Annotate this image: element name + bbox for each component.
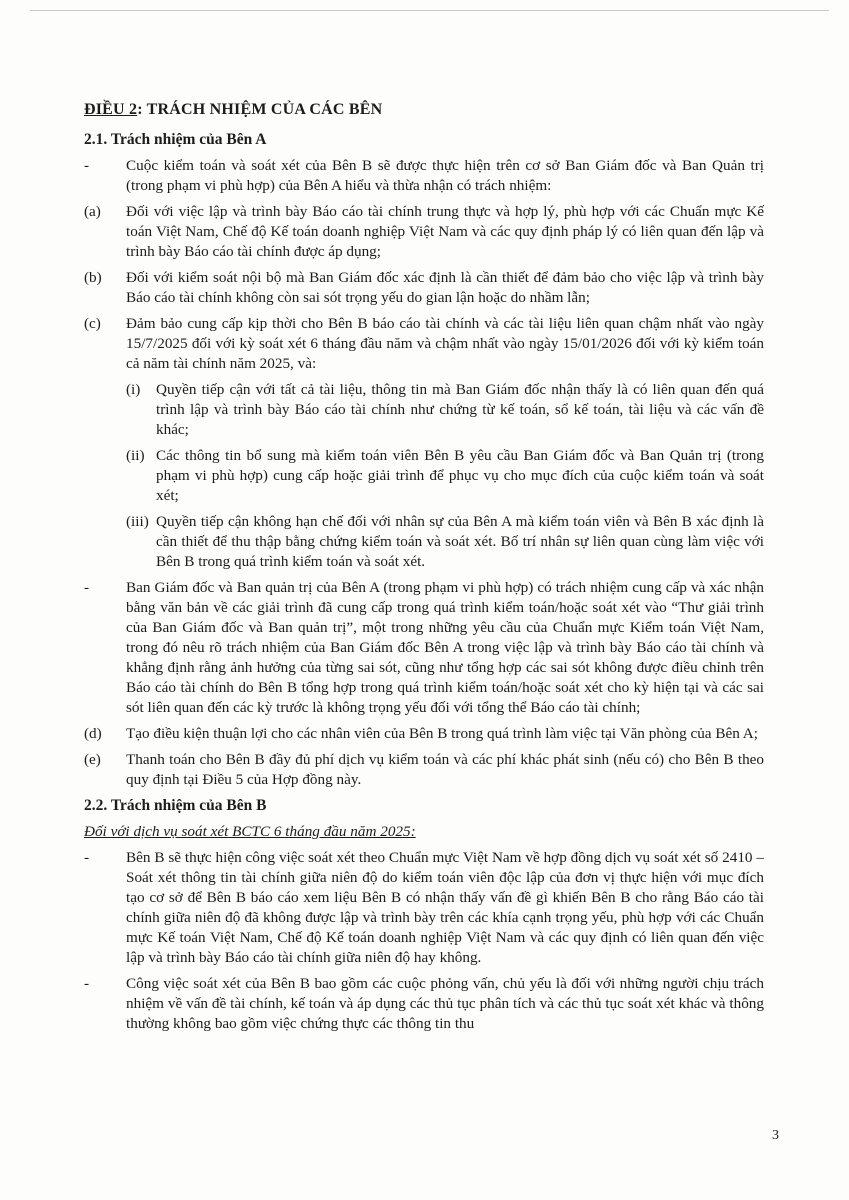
item-d [84,724,764,744]
subitem-ii [126,446,764,506]
item-b [84,268,764,308]
paragraph-intro [84,156,764,196]
item-text: Đối với việc lập và trình bày Báo cáo tài chính trung thực và hợp lý, phù hợp với các Chuẩn mực Kế toán Việt Nam, Chế độ Kế toán doanh nghiệp Việt Nam và các quy định pháp lý có liên quan đến lập và trình bày Báo cáo tài chính được áp dụng; [126,203,764,260]
subitem-text: Quyền tiếp cận với tất cả tài liệu, thông tin mà Ban Giám đốc nhận thấy là có liên quan đến quá trình lập và trình bày Báo cáo tài chính như chứng từ kế toán, sổ kế toán, tài liệu và các vấn đề khác; [156,381,764,438]
subitem-text: Các thông tin bổ sung mà kiểm toán viên Bên B yêu cầu Ban Giám đốc và Ban Quản trị (trong phạm vi phù hợp) cung cấp hoặc giải trình để phục vụ cho mục đích của cuộc kiểm toán và soát xét; [156,447,764,504]
dash-marker: - [84,579,90,596]
item-a [84,202,764,262]
paragraph-text: Bên B sẽ thực hiện công việc soát xét theo Chuẩn mực Việt Nam về hợp đồng dịch vụ soát xét số 2410 – Soát xét thông tin tài chính giữa niên độ do kiểm toán viên độc lập của đơn vị thực hiện với mục đích tạo cơ sở để Bên B báo cáo xem liệu Bên B có nhận thấy vấn đề gì khiến Bên B cho rằng Báo cáo tài chính giữa niên độ đã không được lập và trình bày trên các khía cạnh trọng yếu, phù hợp với các Chuẩn mực Kế toán Việt Nam, Chế độ Kế toán doanh nghiệp Việt Nam và các quy định có liên quan đến việc lập và trình bày Báo cáo tài chính giữa niên độ hay không. [126,849,764,966]
item-marker: (b) [84,269,102,286]
paragraph-review-work [84,974,764,1034]
dash-marker: - [84,157,90,174]
item-text: Tạo điều kiện thuận lợi cho các nhân viên của Bên B trong quá trình làm việc tại Văn phòng của Bên A; [126,725,758,742]
paragraph-review-standard [84,848,764,968]
item-text: Đối với kiểm soát nội bộ mà Ban Giám đốc xác định là cần thiết để đảm bảo cho việc lập và trình bày Báo cáo tài chính không còn sai sót trọng yếu do gian lận hoặc do nhầm lẫn; [126,269,764,306]
paragraph-text: Ban Giám đốc và Ban quản trị của Bên A (trong phạm vi phù hợp) có trách nhiệm cung cấp và xác nhận bằng văn bản về các giải trình đã cung cấp trong quá trình kiểm toán/hoặc soát xét vào “Thư giải trình của Ban Giám đốc và Ban quản trị”, một trong những yêu cầu của Chuẩn mực Kiểm toán Việt Nam, trong đó nêu rõ trách nhiệm của Ban Giám đốc Bên A trong việc lập và trình bày Báo cáo tài chính và khẳng định rằng ảnh hưởng của từng sai sót, cũng như tổng hợp các sai sót không được điều chỉnh trên Báo cáo tài chính do Bên B tổng hợp trong quá trình kiểm toán/hoặc soát xét cho kỳ hiện tại và các sai sót liên quan đến các kỳ trước là không trọng yếu đối với tổng thể Báo cáo tài chính; [126,579,764,716]
article-heading [84,100,764,120]
subitem-marker: (ii) [126,447,145,464]
scan-border [30,10,829,11]
paragraph-representation-letter [84,578,764,718]
paragraph-text: Công việc soát xét của Bên B bao gồm các cuộc phỏng vấn, chủ yếu là đối với những người chịu trách nhiệm về vấn đề tài chính, kế toán và áp dụng các thủ tục phân tích và các thủ tục soát xét khác và thông thường không bao gồm việc chứng thực các thông tin thu [126,975,764,1032]
dash-marker: - [84,975,90,992]
subitem-marker: (iii) [126,513,149,530]
paragraph-text: Cuộc kiểm toán và soát xét của Bên B sẽ được thực hiện trên cơ sở Ban Giám đốc và Ban Quản trị (trong phạm vi phù hợp) của Bên A hiểu và thừa nhận có trách nhiệm: [126,157,764,194]
item-text: Thanh toán cho Bên B đầy đủ phí dịch vụ kiểm toán và các phí khác phát sinh (nếu có) cho Bên B theo quy định tại Điều 5 của Hợp đồng này. [126,751,764,788]
item-marker: (c) [84,315,101,332]
section-2-1-title: 2.1. Trách nhiệm của Bên A [84,131,267,148]
item-e [84,750,764,790]
article-heading-number: ĐIỀU 2 [84,101,138,118]
article-heading-text: : TRÁCH NHIỆM CỦA CÁC BÊN [137,101,383,118]
page-number: 3 [772,1128,779,1143]
subitem-marker: (i) [126,381,141,398]
section-2-2-title: 2.2. Trách nhiệm của Bên B [84,797,267,814]
item-marker: (e) [84,751,101,768]
item-marker: (a) [84,203,101,220]
dash-marker: - [84,849,90,866]
subitem-i [126,380,764,440]
subitem-text: Quyền tiếp cận không hạn chế đối với nhân sự của Bên A mà kiểm toán viên và Bên B xác định là cần thiết để thu thập bằng chứng kiểm toán và soát xét. Bố trí nhân sự liên quan cùng làm việc với Bên B trong quá trình kiểm toán và soát xét. [156,513,764,570]
item-text: Đảm bảo cung cấp kịp thời cho Bên B báo cáo tài chính và các tài liệu liên quan chậm nhất vào ngày 15/7/2025 đối với kỳ soát xét 6 tháng đầu năm và chậm nhất vào ngày 15/01/2026 đối với kỳ kiểm toán cả năm tài chính năm 2025, và: [126,315,764,372]
subitem-iii [126,512,764,572]
item-marker: (d) [84,725,102,742]
review-service-subheading: Đối với dịch vụ soát xét BCTC 6 tháng đầu năm 2025: [84,823,416,840]
item-c [84,314,764,374]
document-body [84,100,764,1040]
